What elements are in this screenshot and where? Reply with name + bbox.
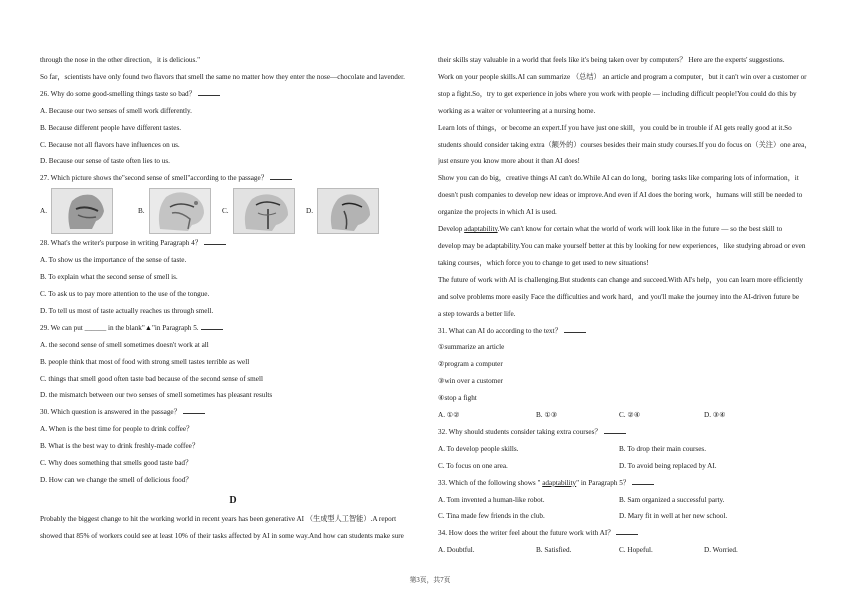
option-29b: B. people think that most of food with strong smell tastes terrible as well (40, 357, 250, 366)
statement-4: ④stop a fight (438, 394, 477, 403)
options-33-cd (438, 508, 824, 525)
option-26a: A. Because our two senses of smell work differently. (40, 106, 192, 115)
passage-line: showed that 85% of workers could see at least 10% of their tasks affected by AI in some way.And how can students make sure (40, 531, 404, 540)
option-31d: D. ③④ (704, 411, 726, 420)
option-28c: C. To ask us to pay more attention to the use of the tongue. (40, 289, 210, 298)
passage-line: organize the projects in which AI is used. (438, 208, 557, 217)
passage-line: through the nose in the other direction，it is delicious." (40, 56, 201, 64)
statement-2: ②program a computer (438, 360, 503, 369)
head-cross-section-image (149, 188, 211, 234)
option-32c: C. To focus on one area. (438, 461, 508, 470)
options-33-ab (438, 492, 824, 509)
head-cross-section-image (317, 188, 379, 234)
option-31b: B. ①③ (536, 411, 558, 420)
passage-line: Work on your people skills.AI can summarize （总结） an article and program a computer，but it can't win over a customer or (438, 72, 807, 81)
question-27: 27. Which picture shows the"second sense of smell"according to the passage？ (40, 170, 426, 187)
passage-line: students should consider taking extra（额外的）courses besides their main study courses.If you do focus on（关注）one area， (438, 140, 812, 149)
passage-line: Show you can do big，creative things AI can't do.While AI can do long，boring tasks like comparing lots of information，it (438, 174, 799, 183)
question-32: 32. Why should students consider taking extra courses？ (438, 424, 824, 441)
option-26c: C. Because not all flavors have influences on us. (40, 140, 180, 149)
option-30b: B. What is the best way to drink freshly-made coffee？ (40, 442, 200, 451)
left-column (40, 52, 426, 545)
options-31 (438, 407, 824, 424)
passage-line: and solve problems more easily Face the difficulties and work hard，and you'll make the journey into the AI-driven future be (438, 292, 800, 301)
answer-blank (201, 322, 223, 330)
passage-line: stop a fight.So，try to get experience in jobs where you work with people — including difficult people!You could do this by (438, 89, 797, 98)
option-33b: B. Sam organized a successful party. (619, 495, 725, 504)
option-30c: C. Why does something that smells good taste bad？ (40, 459, 193, 468)
answer-blank (183, 406, 205, 414)
option-34d: D. Worried. (704, 546, 738, 555)
right-column (438, 52, 824, 559)
question-34: 34. How does the writer feel about the future work with AI？ (438, 525, 824, 542)
answer-blank (616, 527, 638, 535)
option-31a: A. ①② (438, 411, 460, 420)
option-34b: B. Satisfied. (536, 546, 572, 555)
question-28: 28. What's the writer's purpose in writing Paragraph 4？ (40, 235, 426, 252)
option-29c: C. things that smell good often taste bad because of the second sense of smell (40, 374, 263, 383)
passage-line: Develop adaptability.We can't know for certain what the world of work will look like in the future — so the best skill to (438, 225, 783, 234)
option-29d: D. the mismatch between our two senses of smell sometimes has pleasant results (40, 391, 273, 400)
answer-blank (564, 325, 586, 333)
question-29: 29. We can put ______ in the blank"▲"in Paragraph 5. (40, 320, 426, 337)
passage-line: The future of work with AI is challenging.But students can change and succeed.With AI's help，you can learn more efficiently (438, 275, 803, 284)
passage-line: Learn lots of things，or become an expert.If you have just one skill，you could be in trouble if AI gets really good at it.So (438, 123, 792, 132)
question-31: 31. What can AI do according to the text？ (438, 323, 824, 340)
option-28a: A. To show us the importance of the sense of taste. (40, 256, 187, 265)
option-32b: B. To drop their main courses. (619, 444, 706, 453)
answer-blank (604, 426, 626, 434)
head-cross-section-image (233, 188, 295, 234)
options-32-ab (438, 441, 824, 458)
picture-option-c: C. (222, 189, 295, 233)
statement-1: ①summarize an article (438, 343, 505, 352)
passage-line: So far，scientists have only found two flavors that smell the same no matter how they enter the nose—chocolate and lavender. (40, 72, 405, 81)
passage-line: just ensure you know more about it than AI does! (438, 157, 580, 166)
passage-line: Probably the biggest change to hit the working world in recent years has been generative AI （生成型人工智能）.A report (40, 514, 397, 523)
underlined-word: adaptability (542, 478, 577, 487)
passage-line: develop may be adaptability.You can make yourself better at this by looking for new experiences，like studying abroad or even (438, 241, 806, 250)
statement-3: ③win over a customer (438, 377, 503, 386)
option-34c: C. Hopeful. (619, 546, 653, 555)
option-26d: D. Because our sense of taste often lies to us. (40, 157, 170, 166)
answer-blank (204, 237, 226, 245)
passage-line: doesn't push companies to develop new ideas or improve.And even if AI does the boring work，humans will still be needed to (438, 191, 803, 200)
passage-line: working as a waiter or volunteering at a nursing home. (438, 106, 596, 115)
picture-option-d: D. (306, 189, 379, 233)
head-cross-section-image (51, 188, 113, 234)
option-28b: B. To explain what the second sense of smell is. (40, 273, 178, 282)
picture-option-b: B. (138, 189, 211, 233)
answer-blank (270, 172, 292, 180)
option-34a: A. Doubtful. (438, 546, 475, 555)
section-heading: D (229, 494, 237, 506)
passage-line: taking courses，which force you to change to get used to new situations! (438, 258, 649, 267)
option-30a: A. When is the best time for people to drink coffee？ (40, 425, 194, 434)
answer-blank (198, 88, 220, 96)
passage-line: their skills stay valuable in a world that feels like it's being taken over by computers？ Here are the experts' suggestions. (438, 56, 785, 64)
option-29a: A. the second sense of smell sometimes doesn't work at all (40, 340, 209, 349)
option-33a: A. Tom invented a human-like robot. (438, 495, 545, 504)
passage-line: a step towards a better life. (438, 309, 516, 318)
option-30d: D. How can we change the smell of delicious food？ (40, 475, 193, 484)
option-33c: C. Tina made few friends in the club. (438, 512, 545, 521)
option-26b: B. Because different people have different tastes. (40, 123, 182, 132)
question-26: 26. Why do some good-smelling things taste so bad？ (40, 86, 426, 103)
option-31c: C. ②④ (619, 411, 641, 420)
picture-option-a: A. (40, 189, 113, 233)
options-34 (438, 542, 824, 559)
question-33: 33. Which of the following shows " adaptability" in Paragraph 5？ (438, 475, 824, 492)
option-32d: D. To avoid being replaced by AI. (619, 461, 717, 470)
page-number: 第3页，共7页 (409, 577, 451, 584)
option-32a: A. To develop people skills. (438, 444, 519, 453)
answer-blank (632, 477, 654, 485)
option-28d: D. To tell us most of taste actually reaches us through smell. (40, 306, 214, 315)
options-32-cd (438, 458, 824, 475)
option-33d: D. Mary fit in well at her new school. (619, 512, 728, 521)
q27-pictures (40, 189, 426, 233)
underlined-word: adaptability (464, 225, 498, 234)
question-30: 30. Which question is answered in the passage？ (40, 404, 426, 421)
